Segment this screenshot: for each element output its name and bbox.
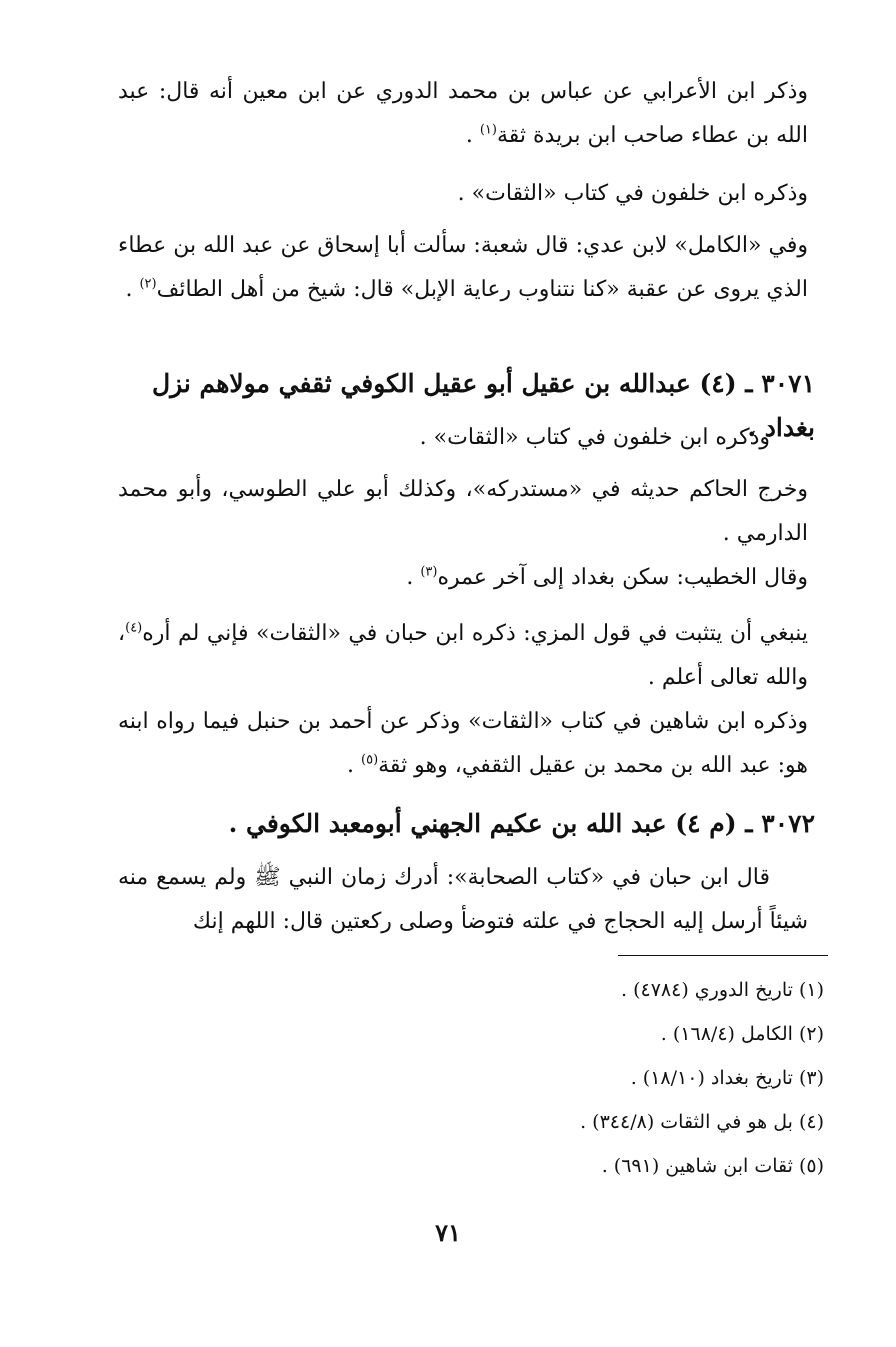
footnote-separator (618, 955, 828, 956)
footnote-mark: (٢) (139, 276, 157, 292)
footnote-mark: (٣) (420, 564, 438, 580)
footnote-2: (٢) الكامل (١٦٨/٤) . (660, 1023, 824, 1045)
footnote-mark: (٥) (361, 752, 379, 768)
footnote-5: (٥) ثقات ابن شاهين (٦٩١) . (601, 1155, 824, 1177)
paragraph-text: وخرج الحاكم حديثه في «مستدركه»، وكذلك أبو علي الطوسي، وأبو محمد الدارمي . (118, 477, 808, 546)
paragraph-ibn-main: وذكر ابن الأعرابي عن عباس بن محمد الدوري عن ابن معين أنه قال: عبد الله بن عطاء صاحب ابن بريدة ثقة$^{(١)}$ . (118, 79, 808, 148)
paragraph-ibn-shahin: وذكره ابن شاهين في كتاب «الثقات» وذكر عن أحمد بن حنبل فيما رواه ابنه هو: عبد الله بن محمد بن عقيل الثقفي، وهو ثقة$^{(٥)}$ . (118, 709, 808, 778)
paragraph-text: وفي «الكامل» لابن عدي: قال شعبة: سألت أبا إسحاق عن عبد الله بن عطاء الذي يروى عن عقبة «كنا نتناوب رعاية الإبل» قال: شيخ من أهل الطائف (118, 233, 808, 302)
paragraph-text: وذكر ابن الأعرابي عن عباس بن محمد الدوري عن ابن معين أنه قال: عبد الله بن عطاء صاحب ابن بريدة ثقة (118, 79, 808, 148)
page-number: ٧١ (435, 1218, 461, 1247)
paragraph-text: وقال الخطيب: سكن بغداد إلى آخر عمره (437, 565, 808, 590)
paragraph-al-kamil: وفي «الكامل» لابن عدي: قال شعبة: سألت أبا إسحاق عن عبد الله بن عطاء الذي يروى عن عقبة «كنا نتناوب رعاية الإبل» قال: شيخ من أهل الطائف$^{(٢)}$ . (118, 233, 808, 302)
paragraph-ibn-hibban (118, 856, 808, 944)
paragraph-ibn-khalfun (118, 172, 808, 216)
paragraph-text: وذكره ابن خلفون في كتاب «الثقات» . (457, 181, 808, 206)
entry-heading-3072: ٣٠٧٢ ـ (م ٤) عبد الله بن عكيم الجهني أبومعبد الكوفي . (228, 809, 815, 838)
paragraph-text: وذكره ابن خلفون في كتاب «الثقات» . (419, 425, 770, 450)
paragraph-text: قال ابن حبان في «كتاب الصحابة»: أدرك زمان النبي ﷺ ولم يسمع منه شيئاً أرسل إليه الحجاج في علته فتوضأ وصلى ركعتين قال: اللهم إنك (118, 865, 808, 934)
footnote-1: (١) تاريخ الدوري (٤٧٨٤) . (621, 979, 824, 1001)
entry-heading-3071: ٣٠٧١ ـ (٤) عبدالله بن عقيل أبو عقيل الكوفي ثقفي مولاهم نزل بغداد . (151, 369, 815, 442)
footnote-mark: (١) (479, 122, 497, 138)
paragraph-ibn-khalfun-2 (118, 416, 808, 460)
paragraph-al-hakim (118, 468, 808, 556)
paragraph-al-mizzi: ينبغي أن يتثبت في قول المزي: ذكره ابن حبان في «الثقات» فإني لم أره$^{(٤)}$، والله تعالى أعلم . (118, 620, 808, 690)
paragraph-text: وذكره ابن شاهين في كتاب «الثقات» وذكر عن أحمد بن حنبل فيما رواه ابنه هو: عبد الله بن محمد بن عقيل الثقفي، وهو ثقة (118, 709, 808, 778)
footnote-mark: (٤) (125, 620, 143, 636)
footnotes (118, 968, 824, 1188)
footnote-3: (٣) تاريخ بغداد (١٨/١٠) . (630, 1067, 824, 1089)
paragraph-al-khatib: وقال الخطيب: سكن بغداد إلى آخر عمره$^{(٣)}$ . (406, 564, 808, 590)
paragraph-text: ينبغي أن يتثبت في قول المزي: ذكره ابن حبان في «الثقات» فإني لم أره (142, 621, 808, 646)
footnote-4: (٤) بل هو في الثقات (٣٤٤/٨) . (580, 1111, 824, 1133)
